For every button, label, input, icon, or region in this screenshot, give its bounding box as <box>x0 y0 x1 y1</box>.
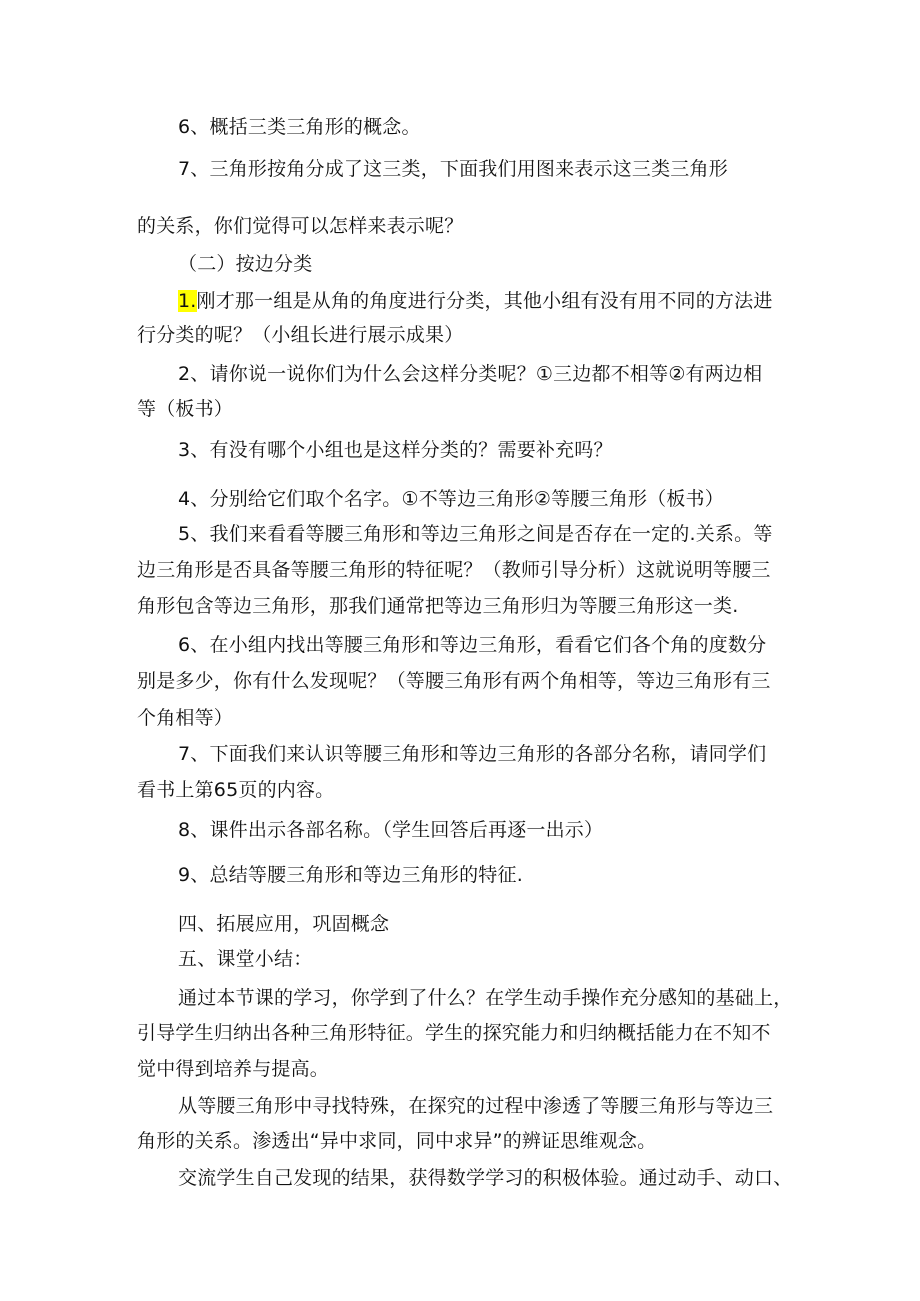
text-line: 等（板书） <box>137 398 234 420</box>
text-line: 通过本节课的学习，你学到了什么？在学生动手操作充分感知的基础上， <box>178 987 793 1009</box>
text-line: 5、我们来看看等腰三角形和等边三角形之间是否存在一定的.关系。等 <box>178 523 773 545</box>
text-line: 6、在小组内找出等腰三角形和等边三角形，看看它们各个角的度数分 <box>178 634 767 656</box>
text-line: 从等腰三角形中寻找特殊，在探究的过程中渗透了等腰三角形与等边三 <box>178 1095 774 1117</box>
text-line: 7、三角形按角分成了这三类，下面我们用图来表示这三类三角形 <box>178 158 728 180</box>
text-line <box>178 288 773 314</box>
text-line: 9、总结等腰三角形和等边三角形的特征. <box>178 864 523 886</box>
text-line: 8、课件出示各部名称。（学生回答后再逐一出示） <box>178 819 604 841</box>
text-line: 个角相等） <box>137 707 234 729</box>
text-line: 边三角形是否具备等腰三角形的特征呢？（教师引导分析）这就说明等腰三 <box>137 559 771 581</box>
text-line: 交流学生自己发现的结果，获得数学学习的积极体验。通过动手、动口、 <box>178 1167 793 1189</box>
section-heading: 四、拓展应用，巩固概念 <box>178 913 390 935</box>
text-line: 4、分别给它们取个名字。①不等边三角形②等腰三角形（板书） <box>178 488 724 510</box>
text-line-content: 刚才那一组是从角的角度进行分类，其他小组有没有用不同的方法进 <box>196 290 773 312</box>
text-line: 引导学生归纳出各种三角形特征。学生的探究能力和归纳概括能力在不知不 <box>137 1022 771 1044</box>
text-line: 2、请你说一说你们为什么会这样分类呢？①三边都不相等②有两边相 <box>178 363 763 385</box>
text-line: 的关系，你们觉得可以怎样来表示呢？ <box>137 215 464 237</box>
text-line: 看书上第65页的内容。 <box>137 779 335 801</box>
text-line: 别是多少，你有什么发现呢？（等腰三角形有两个角相等，等边三角形有三 <box>137 670 771 692</box>
text-line: 角形包含等边三角形，那我们通常把等边三角形归为等腰三角形这一类. <box>137 595 739 617</box>
text-line: 行分类的呢？（小组长进行展示成果） <box>137 324 464 346</box>
section-heading: 五、课堂小结： <box>178 948 313 970</box>
text-line: 觉中得到培养与提高。 <box>137 1058 330 1080</box>
section-heading: （二）按边分类 <box>178 253 313 275</box>
text-line: 3、有没有哪个小组也是这样分类的？需要补充吗？ <box>178 439 613 461</box>
text-line: 角形的关系。渗透出“异中求同，同中求异”的辨证思维观念。 <box>137 1130 657 1152</box>
text-line: 6、概括三类三角形的概念。 <box>178 116 421 138</box>
highlighted-number: 1. <box>178 290 197 312</box>
text-line: 7、下面我们来认识等腰三角形和等边三角形的各部分名称，请同学们 <box>178 743 767 765</box>
